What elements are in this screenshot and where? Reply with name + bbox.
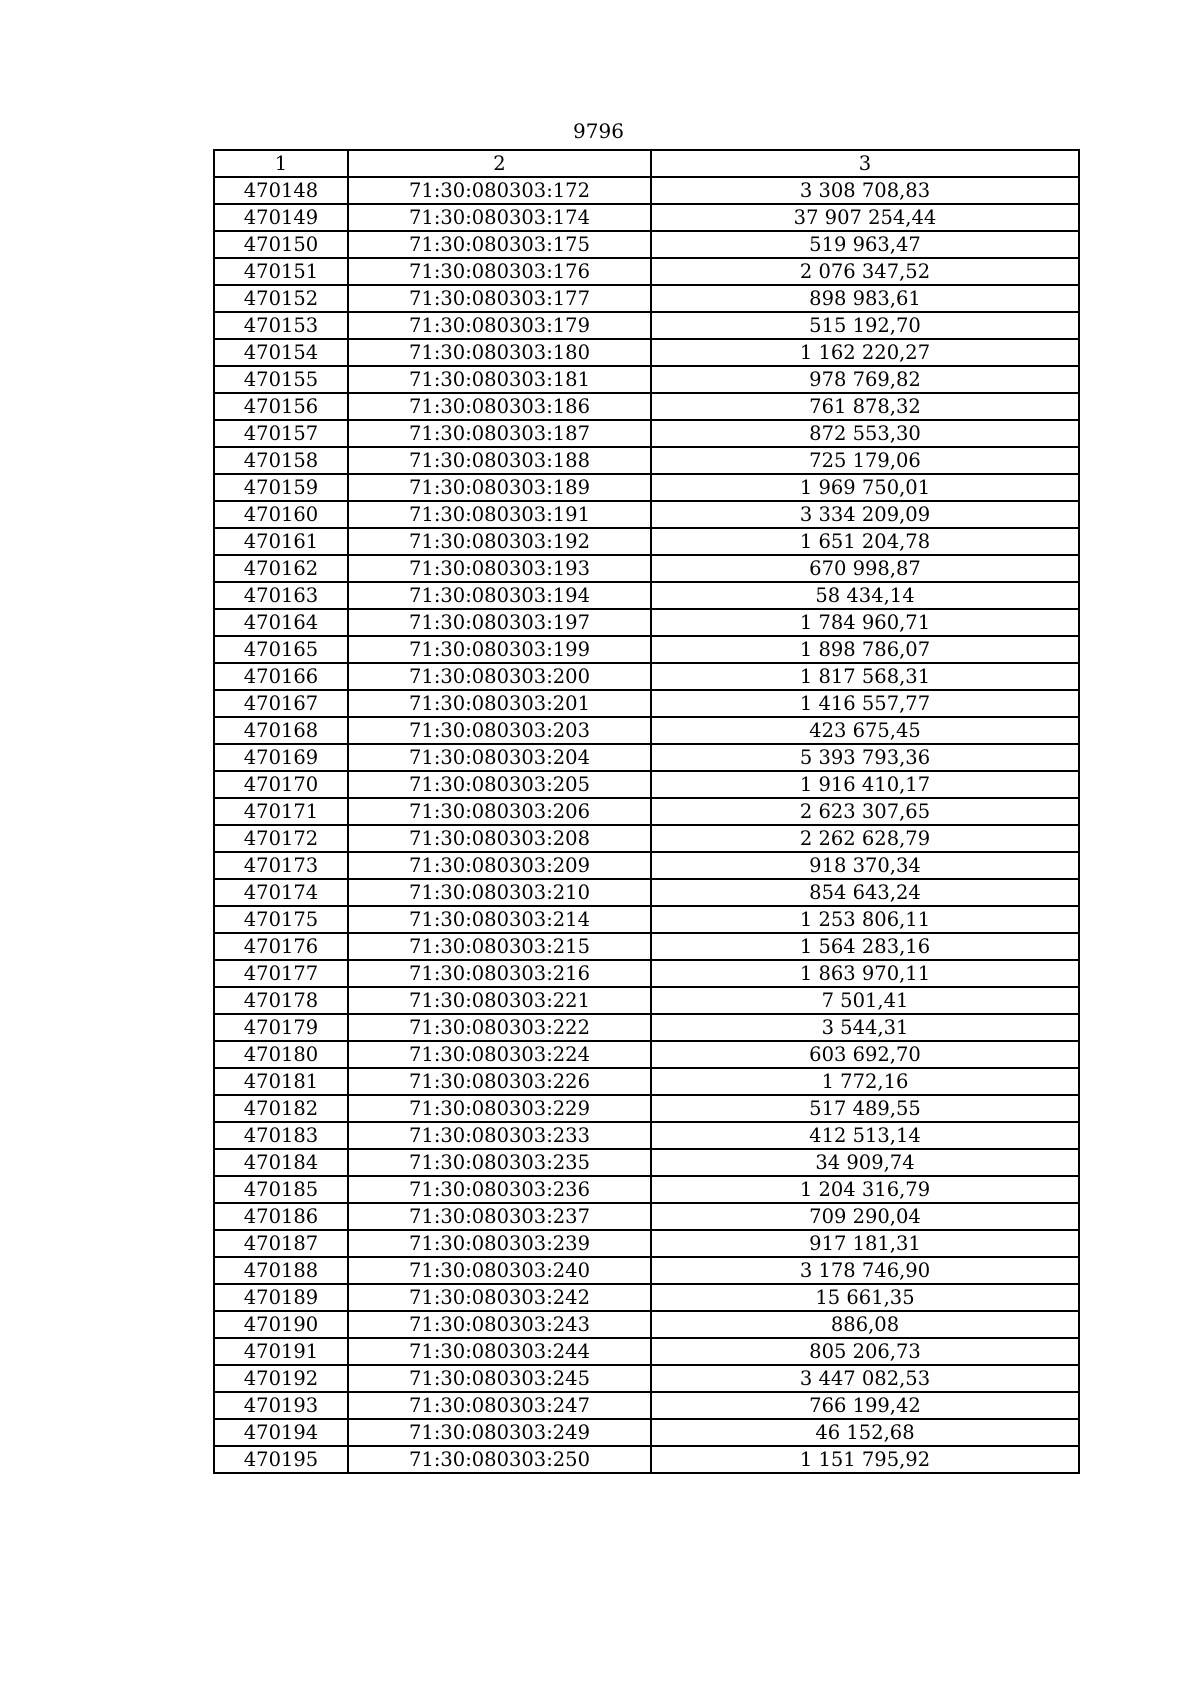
row-number-cell: 470175 [214,906,348,933]
cadastral-number-cell: 71:30:080303:247 [348,1392,651,1419]
table-row [214,1014,1079,1041]
cadastral-number-cell: 71:30:080303:224 [348,1041,651,1068]
value-cell: 1 772,16 [651,1068,1079,1095]
table-row [214,1365,1079,1392]
table-body [214,177,1079,1473]
header-col-1: 1 [214,150,348,177]
table-row [214,798,1079,825]
table-row [214,1446,1079,1473]
row-number-cell: 470151 [214,258,348,285]
table-row [214,1257,1079,1284]
value-cell: 15 661,35 [651,1284,1079,1311]
table-row [214,501,1079,528]
cadastral-number-cell: 71:30:080303:226 [348,1068,651,1095]
row-number-cell: 470176 [214,933,348,960]
table-row [214,825,1079,852]
value-cell: 1 817 568,31 [651,663,1079,690]
table-row [214,1041,1079,1068]
cadastral-number-cell: 71:30:080303:203 [348,717,651,744]
cadastral-number-cell: 71:30:080303:176 [348,258,651,285]
row-number-cell: 470160 [214,501,348,528]
table-row [214,960,1079,987]
row-number-cell: 470174 [214,879,348,906]
header-col-3: 3 [651,150,1079,177]
row-number-cell: 470149 [214,204,348,231]
row-number-cell: 470166 [214,663,348,690]
table-row [214,366,1079,393]
table-row [214,420,1079,447]
row-number-cell: 470179 [214,1014,348,1041]
value-cell: 46 152,68 [651,1419,1079,1446]
value-cell: 1 151 795,92 [651,1446,1079,1473]
table-row [214,204,1079,231]
value-cell: 3 544,31 [651,1014,1079,1041]
cadastral-number-cell: 71:30:080303:177 [348,285,651,312]
cadastral-number-cell: 71:30:080303:200 [348,663,651,690]
table-row [214,339,1079,366]
value-cell: 3 308 708,83 [651,177,1079,204]
table-row [214,582,1079,609]
row-number-cell: 470189 [214,1284,348,1311]
page-number-text: 9796 [573,119,624,143]
cadastral-number-cell: 71:30:080303:236 [348,1176,651,1203]
cadastral-number-cell: 71:30:080303:233 [348,1122,651,1149]
row-number-cell: 470188 [214,1257,348,1284]
table-row [214,1230,1079,1257]
value-cell: 34 909,74 [651,1149,1079,1176]
table-row [214,1095,1079,1122]
value-cell: 918 370,34 [651,852,1079,879]
table-row [214,1338,1079,1365]
cadastral-number-cell: 71:30:080303:222 [348,1014,651,1041]
value-cell: 519 963,47 [651,231,1079,258]
value-cell: 1 416 557,77 [651,690,1079,717]
table-row [214,474,1079,501]
table-header [214,150,1079,177]
cadastral-number-cell: 71:30:080303:214 [348,906,651,933]
cadastral-number-cell: 71:30:080303:204 [348,744,651,771]
row-number-cell: 470181 [214,1068,348,1095]
table-row [214,1311,1079,1338]
cadastral-number-cell: 71:30:080303:209 [348,852,651,879]
table-row [214,1284,1079,1311]
cadastral-number-cell: 71:30:080303:206 [348,798,651,825]
cadastral-number-cell: 71:30:080303:188 [348,447,651,474]
row-number-cell: 470153 [214,312,348,339]
registry-table [213,149,1080,1474]
table-row [214,285,1079,312]
table-row [214,258,1079,285]
value-cell: 761 878,32 [651,393,1079,420]
row-number-cell: 470158 [214,447,348,474]
cadastral-number-cell: 71:30:080303:216 [348,960,651,987]
value-cell: 1 253 806,11 [651,906,1079,933]
value-cell: 3 334 209,09 [651,501,1079,528]
value-cell: 917 181,31 [651,1230,1079,1257]
header-col-2: 2 [348,150,651,177]
cadastral-number-cell: 71:30:080303:205 [348,771,651,798]
cadastral-number-cell: 71:30:080303:229 [348,1095,651,1122]
cadastral-number-cell: 71:30:080303:199 [348,636,651,663]
table-row [214,1392,1079,1419]
table-row [214,1149,1079,1176]
row-number-cell: 470163 [214,582,348,609]
cadastral-number-cell: 71:30:080303:221 [348,987,651,1014]
value-cell: 7 501,41 [651,987,1079,1014]
value-cell: 37 907 254,44 [651,204,1079,231]
cadastral-number-cell: 71:30:080303:210 [348,879,651,906]
value-cell: 1 784 960,71 [651,609,1079,636]
table-row [214,771,1079,798]
cadastral-number-cell: 71:30:080303:235 [348,1149,651,1176]
row-number-cell: 470165 [214,636,348,663]
cadastral-number-cell: 71:30:080303:249 [348,1419,651,1446]
row-number-cell: 470155 [214,366,348,393]
table-row [214,528,1079,555]
row-number-cell: 470195 [214,1446,348,1473]
cadastral-number-cell: 71:30:080303:179 [348,312,651,339]
row-number-cell: 470164 [214,609,348,636]
value-cell: 2 076 347,52 [651,258,1079,285]
value-cell: 3 178 746,90 [651,1257,1079,1284]
cadastral-number-cell: 71:30:080303:240 [348,1257,651,1284]
cadastral-number-cell: 71:30:080303:180 [348,339,651,366]
row-number-cell: 470161 [214,528,348,555]
cadastral-number-cell: 71:30:080303:245 [348,1365,651,1392]
table-row [214,1122,1079,1149]
row-number-cell: 470170 [214,771,348,798]
value-cell: 805 206,73 [651,1338,1079,1365]
table-row [214,555,1079,582]
cadastral-number-cell: 71:30:080303:181 [348,366,651,393]
value-cell: 2 262 628,79 [651,825,1079,852]
table-row [214,663,1079,690]
cadastral-number-cell: 71:30:080303:172 [348,177,651,204]
row-number-cell: 470159 [214,474,348,501]
value-cell: 2 623 307,65 [651,798,1079,825]
row-number-cell: 470162 [214,555,348,582]
value-cell: 725 179,06 [651,447,1079,474]
row-number-cell: 470154 [214,339,348,366]
table-row [214,447,1079,474]
page-number [0,117,1200,145]
cadastral-number-cell: 71:30:080303:192 [348,528,651,555]
row-number-cell: 470191 [214,1338,348,1365]
table-row [214,609,1079,636]
row-number-cell: 470178 [214,987,348,1014]
row-number-cell: 470192 [214,1365,348,1392]
row-number-cell: 470150 [214,231,348,258]
cadastral-number-cell: 71:30:080303:194 [348,582,651,609]
cadastral-number-cell: 71:30:080303:208 [348,825,651,852]
table-row [214,690,1079,717]
value-cell: 515 192,70 [651,312,1079,339]
value-cell: 886,08 [651,1311,1079,1338]
row-number-cell: 470194 [214,1419,348,1446]
row-number-cell: 470186 [214,1203,348,1230]
value-cell: 709 290,04 [651,1203,1079,1230]
value-cell: 1 916 410,17 [651,771,1079,798]
row-number-cell: 470193 [214,1392,348,1419]
cadastral-number-cell: 71:30:080303:174 [348,204,651,231]
table-row [214,1419,1079,1446]
cadastral-number-cell: 71:30:080303:175 [348,231,651,258]
cadastral-number-cell: 71:30:080303:243 [348,1311,651,1338]
table-row [214,906,1079,933]
cadastral-number-cell: 71:30:080303:193 [348,555,651,582]
row-number-cell: 470171 [214,798,348,825]
cadastral-number-cell: 71:30:080303:242 [348,1284,651,1311]
cadastral-number-cell: 71:30:080303:186 [348,393,651,420]
value-cell: 1 898 786,07 [651,636,1079,663]
value-cell: 1 651 204,78 [651,528,1079,555]
value-cell: 58 434,14 [651,582,1079,609]
row-number-cell: 470169 [214,744,348,771]
table-row [214,933,1079,960]
value-cell: 1 204 316,79 [651,1176,1079,1203]
cadastral-number-cell: 71:30:080303:187 [348,420,651,447]
row-number-cell: 470177 [214,960,348,987]
cadastral-number-cell: 71:30:080303:197 [348,609,651,636]
row-number-cell: 470172 [214,825,348,852]
value-cell: 3 447 082,53 [651,1365,1079,1392]
row-number-cell: 470157 [214,420,348,447]
value-cell: 872 553,30 [651,420,1079,447]
row-number-cell: 470152 [214,285,348,312]
table-row [214,717,1079,744]
row-number-cell: 470180 [214,1041,348,1068]
table-row [214,177,1079,204]
value-cell: 517 489,55 [651,1095,1079,1122]
cadastral-number-cell: 71:30:080303:244 [348,1338,651,1365]
table-row [214,1203,1079,1230]
value-cell: 5 393 793,36 [651,744,1079,771]
row-number-cell: 470185 [214,1176,348,1203]
row-number-cell: 470148 [214,177,348,204]
row-number-cell: 470184 [214,1149,348,1176]
cadastral-number-cell: 71:30:080303:239 [348,1230,651,1257]
value-cell: 1 969 750,01 [651,474,1079,501]
row-number-cell: 470168 [214,717,348,744]
row-number-cell: 470182 [214,1095,348,1122]
row-number-cell: 470156 [214,393,348,420]
cadastral-number-cell: 71:30:080303:191 [348,501,651,528]
value-cell: 766 199,42 [651,1392,1079,1419]
table-row [214,987,1079,1014]
value-cell: 412 513,14 [651,1122,1079,1149]
value-cell: 1 162 220,27 [651,339,1079,366]
value-cell: 978 769,82 [651,366,1079,393]
table-row [214,231,1079,258]
value-cell: 603 692,70 [651,1041,1079,1068]
table-row [214,312,1079,339]
table-row [214,393,1079,420]
table-row [214,879,1079,906]
cadastral-number-cell: 71:30:080303:201 [348,690,651,717]
row-number-cell: 470167 [214,690,348,717]
cadastral-number-cell: 71:30:080303:250 [348,1446,651,1473]
table-row [214,852,1079,879]
cadastral-number-cell: 71:30:080303:237 [348,1203,651,1230]
row-number-cell: 470190 [214,1311,348,1338]
row-number-cell: 470183 [214,1122,348,1149]
table-row [214,1176,1079,1203]
table-row [214,636,1079,663]
cadastral-number-cell: 71:30:080303:215 [348,933,651,960]
value-cell: 670 998,87 [651,555,1079,582]
header-row [214,150,1079,177]
value-cell: 1 863 970,11 [651,960,1079,987]
value-cell: 1 564 283,16 [651,933,1079,960]
value-cell: 423 675,45 [651,717,1079,744]
value-cell: 854 643,24 [651,879,1079,906]
row-number-cell: 470187 [214,1230,348,1257]
table-row [214,744,1079,771]
cadastral-number-cell: 71:30:080303:189 [348,474,651,501]
table-row [214,1068,1079,1095]
value-cell: 898 983,61 [651,285,1079,312]
row-number-cell: 470173 [214,852,348,879]
